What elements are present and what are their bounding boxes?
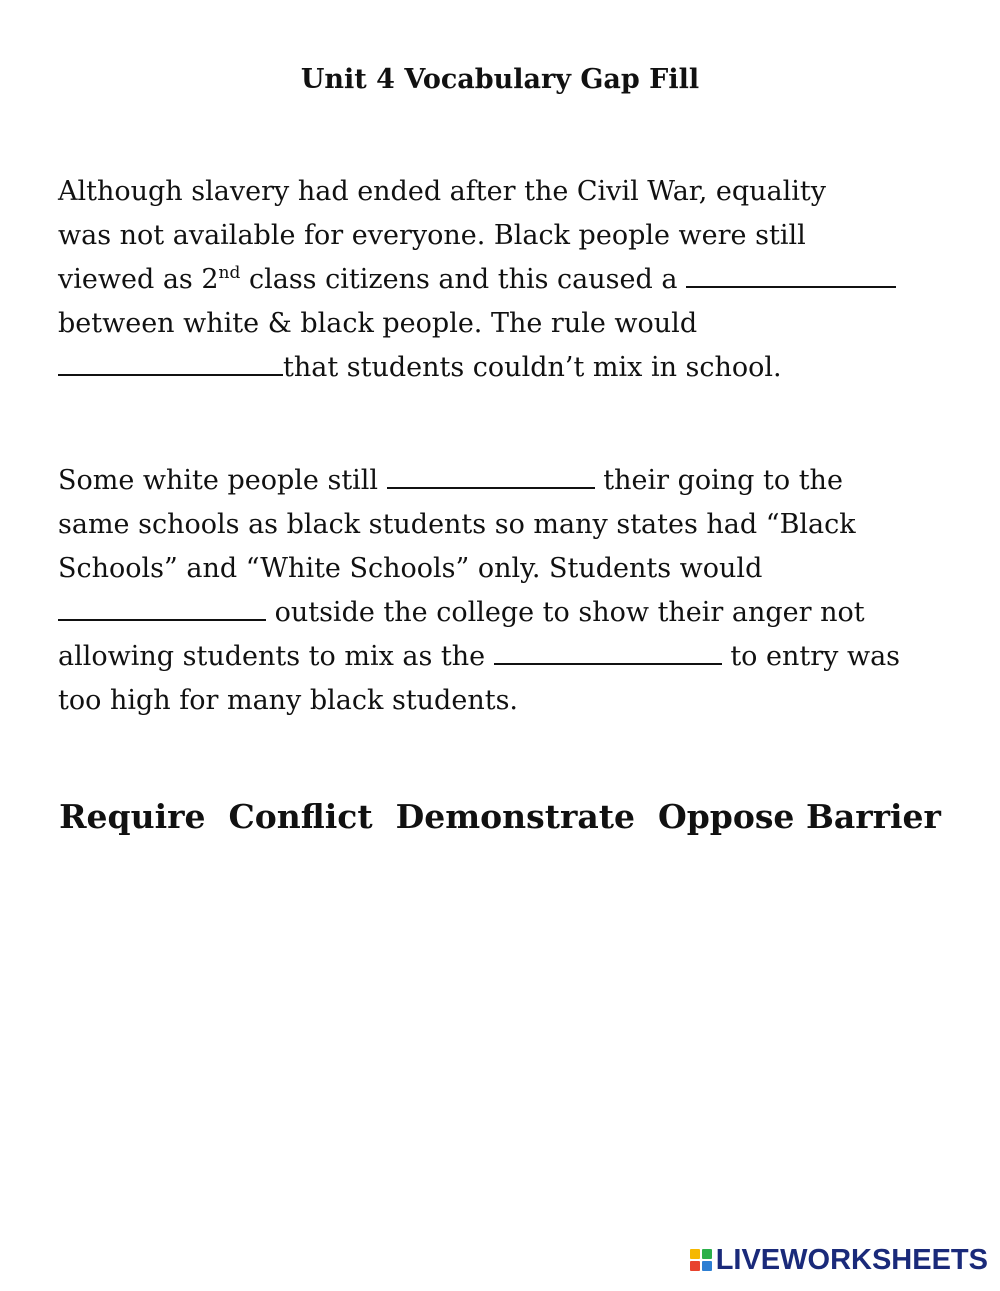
word-bank-item: Barrier xyxy=(805,797,941,836)
paragraph-2-line-5 xyxy=(58,635,958,679)
paragraph-1 xyxy=(58,170,958,390)
word-bank-item: Require xyxy=(59,797,206,836)
word-bank xyxy=(0,795,1000,839)
paragraph-2-line-4 xyxy=(58,591,958,635)
word-bank-item: Conflict xyxy=(228,797,373,836)
text-segment: to entry was xyxy=(721,641,901,672)
logo-block xyxy=(690,1261,700,1271)
paragraph-2-line-1 xyxy=(58,459,958,503)
text-segment: Some white people still xyxy=(58,465,387,496)
paragraph-1-line-3 xyxy=(58,258,958,302)
logo-block xyxy=(702,1249,712,1259)
gap-blank-4[interactable] xyxy=(58,597,266,621)
gap-blank-2[interactable] xyxy=(58,352,283,376)
text-segment: viewed as 2 xyxy=(58,264,219,295)
paragraph-1-line-2: was not available for everyone. Black people were still xyxy=(58,220,806,251)
liveworksheets-logo-icon xyxy=(690,1249,712,1271)
text-segment: that students couldn’t mix in school. xyxy=(283,352,782,383)
paragraph-1-line-4: between white & black people. The rule would xyxy=(58,308,698,339)
logo-block xyxy=(702,1261,712,1271)
paragraph-2-line-3: Schools” and “White Schools” only. Students would xyxy=(58,553,763,584)
page-title: Unit 4 Vocabulary Gap Fill xyxy=(300,64,700,95)
word-bank-item: Oppose xyxy=(657,797,795,836)
text-segment: class citizens and this caused a xyxy=(240,264,687,295)
text-segment: their going to the xyxy=(594,465,843,496)
gap-blank-5[interactable] xyxy=(494,641,722,665)
gap-blank-1[interactable] xyxy=(686,264,896,288)
ordinal-suffix: nd xyxy=(218,263,241,283)
paragraph-1-line-5 xyxy=(58,346,958,390)
paragraph-2-line-6: too high for many black students. xyxy=(58,685,519,716)
text-segment: outside the college to show their anger not xyxy=(266,597,865,628)
text-segment: allowing students to mix as the xyxy=(58,641,494,672)
brand-name: LIVEWORKSHEETS xyxy=(715,1244,988,1276)
gap-blank-3[interactable] xyxy=(387,465,595,489)
paragraph-2 xyxy=(58,459,958,723)
paragraph-2-line-2: same schools as black students so many states had “Black xyxy=(58,509,856,540)
paragraph-1-line-1: Although slavery had ended after the Civil War, equality xyxy=(58,176,827,207)
word-bank-item: Demonstrate xyxy=(395,797,635,836)
liveworksheets-brand xyxy=(690,1245,988,1275)
logo-block xyxy=(690,1249,700,1259)
